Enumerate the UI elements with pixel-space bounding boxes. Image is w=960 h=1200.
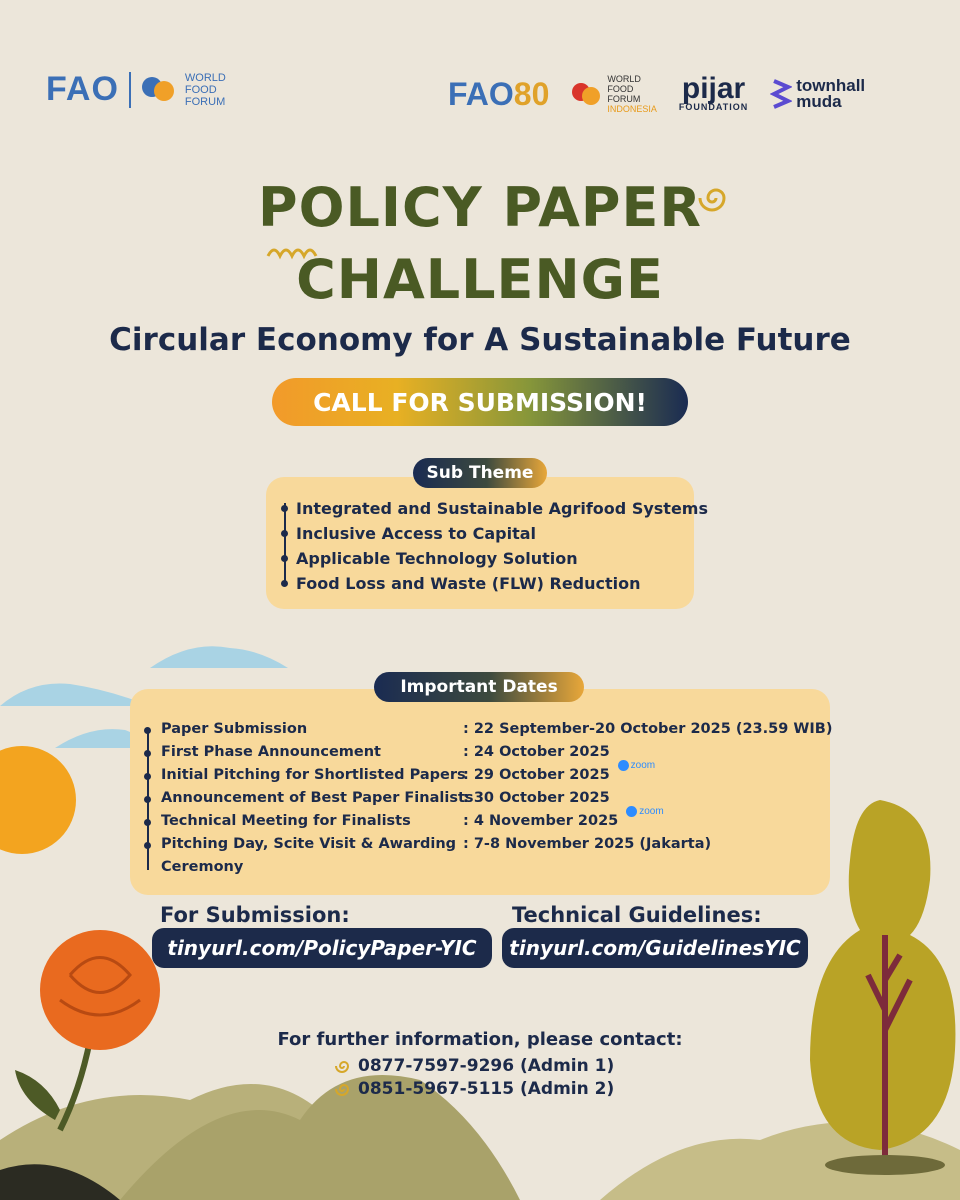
bullet-dot [144, 796, 151, 803]
sub-theme-label: Sub Theme [413, 458, 547, 488]
contact-phone-2[interactable]: 0851-5967-5115 (Admin 2) [334, 1079, 614, 1099]
bullet-dot [144, 819, 151, 826]
event-date: : 24 October 2025 [463, 744, 610, 760]
bullet-dot [281, 580, 288, 587]
leaf-shape [15, 1070, 60, 1120]
event-name: Technical Meeting for Finalists [161, 813, 411, 829]
call-for-submission-banner: CALL FOR SUBMISSION! [272, 378, 688, 426]
event-date: : 7-8 November 2025 (Jakarta) [463, 836, 712, 852]
bullet-dot [281, 505, 288, 512]
zoom-icon: zoom [618, 760, 655, 771]
cloud-shape [150, 646, 288, 668]
title-line-2: CHALLENGE [296, 248, 664, 311]
wff-indonesia-icon [571, 81, 601, 107]
sub-theme-list [296, 496, 708, 596]
world-food-forum-icon [141, 75, 175, 105]
logo-group-left [46, 70, 226, 109]
important-dates-label: Important Dates [374, 672, 584, 702]
contact-phone-1[interactable]: 0877-7597-9296 (Admin 1) [334, 1056, 614, 1076]
submission-link[interactable]: tinyurl.com/PolicyPaper-YIC [152, 928, 492, 968]
event-name: First Phase Announcement [161, 744, 381, 760]
logo-group-right [448, 74, 865, 114]
event-name: Ceremony [161, 859, 244, 875]
subtitle: Circular Economy for A Sustainable Future [109, 322, 851, 358]
bullet-dot [144, 750, 151, 757]
zoom-icon: zoom [626, 806, 663, 817]
event-date: : 30 October 2025 [463, 790, 610, 806]
tree-shadow [825, 1155, 945, 1175]
pijar-foundation-logo: pijar FOUNDATION [678, 72, 749, 112]
list-item: Integrated and Sustainable Agrifood Systems [296, 499, 708, 518]
guidelines-link[interactable]: tinyurl.com/GuidelinesYIC [502, 928, 808, 968]
guidelines-label: Technical Guidelines: [512, 903, 762, 927]
bullet-dot [281, 530, 288, 537]
list-item: Food Loss and Waste (FLW) Reduction [296, 574, 641, 593]
sun-shape [0, 746, 76, 854]
event-name: Pitching Day, Scite Visit & Awarding [161, 836, 457, 852]
swirl-icon [334, 1081, 350, 1097]
submission-label: For Submission: [160, 903, 350, 927]
swirl-icon [334, 1058, 350, 1074]
townhall-muda-logo: townhall muda [770, 77, 865, 111]
list-item: Applicable Technology Solution [296, 549, 578, 568]
event-name: Initial Pitching for Shortlisted Papers [161, 767, 466, 783]
fao80-logo: FAO80 [448, 75, 550, 112]
bullet-dot [144, 727, 151, 734]
event-name: Announcement of Best Paper Finalists [161, 790, 474, 806]
contact-heading: For further information, please contact: [277, 1029, 683, 1050]
dates-values [463, 718, 832, 856]
cloud-shape [0, 683, 150, 706]
title-line-1: POLICY PAPER [258, 176, 702, 239]
list-item: Inclusive Access to Capital [296, 524, 536, 543]
event-name: Paper Submission [161, 721, 308, 737]
townhall-icon [770, 77, 792, 111]
event-date: : 22 September-20 October 2025 (23.59 WIB) [463, 721, 833, 737]
event-date-row: : 4 November 2025 zoom [463, 806, 664, 829]
bullet-dot [144, 842, 151, 849]
bullet-dot [281, 555, 288, 562]
dates-events [161, 718, 474, 879]
sub-theme-timeline [284, 503, 286, 583]
fao-logo: FAO [46, 70, 119, 108]
bullet-dot [144, 773, 151, 780]
wff-indonesia-logo: WORLD FOOD FORUM INDONESIA [571, 74, 657, 114]
logo-divider [129, 72, 131, 108]
event-date-row: : 29 October 2025 zoom [463, 760, 656, 783]
world-food-forum-logo: WORLD FOOD FORUM [184, 71, 226, 108]
